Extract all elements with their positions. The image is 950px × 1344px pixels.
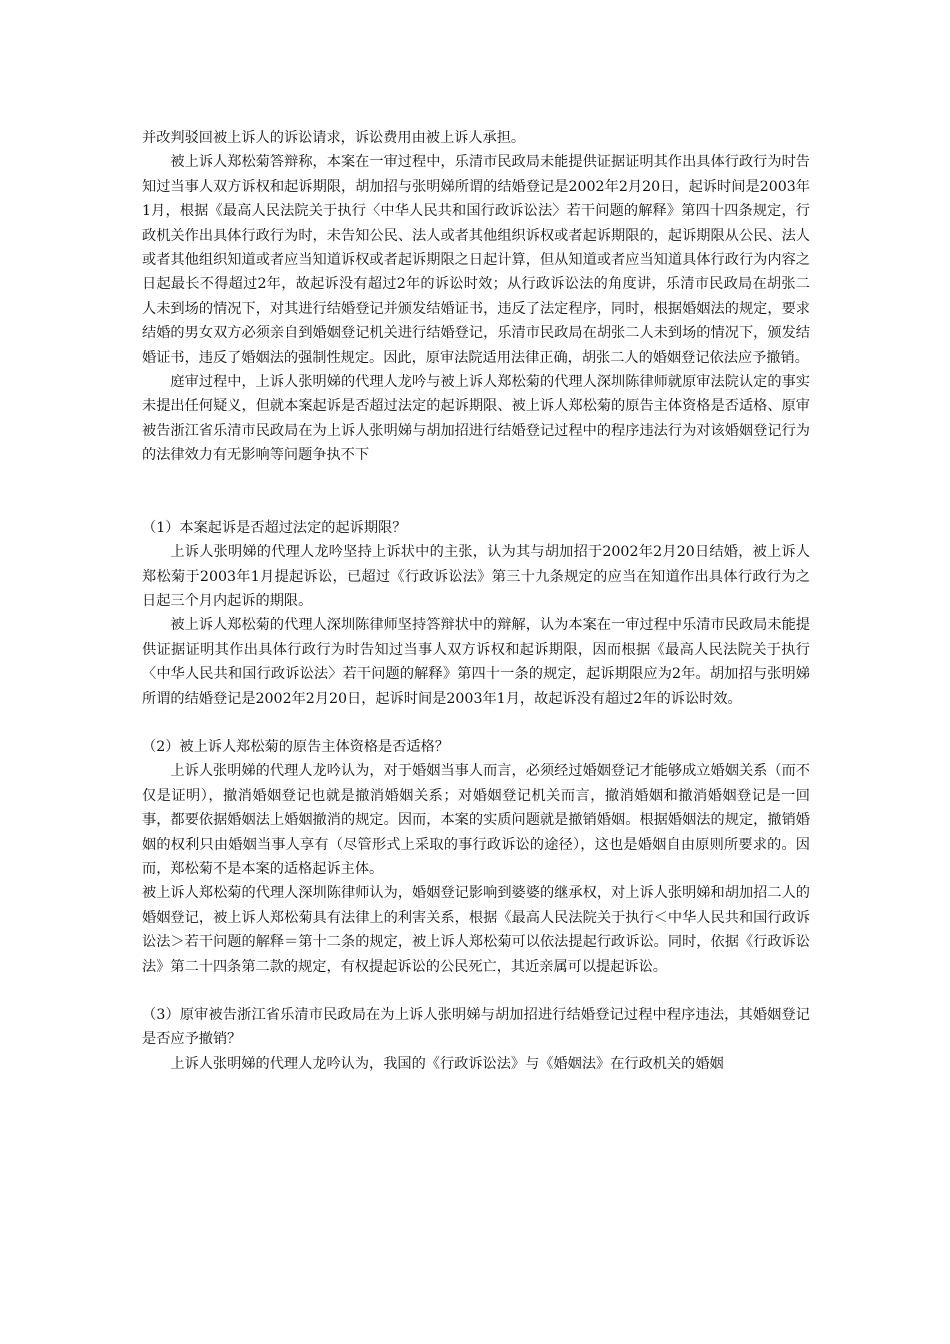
document-page [142, 126, 810, 1076]
paragraph-continuation: 并改判驳回被上诉人的诉讼请求，诉讼费用由被上诉人承担。 [142, 130, 526, 146]
issue-heading-3: （3）原审被告浙江省乐清市民政局在为上诉人张明娣与胡加招进行结婚登记过程中程序违法，其婚姻登记是否应予撤销？ [142, 1007, 810, 1048]
paragraph-issue1-appellee: 被上诉人郑松菊的代理人深圳陈律师坚持答辩状中的辩解，认为本案在一审过程中乐清市民政局未能提供证据证明其作出具体行政行为时告知过当事人双方诉权和起诉期限，因而根据《最高人民法院关于执行〈中华人民共和国行政诉讼法〉若干问题的解释》第四十一条的规定，起诉期限应为2年。胡加招与张明娣所谓的结婚登记是2002年2月20日，起诉时间是2003年1月，故起诉没有超过2年的诉讼时效。 [142, 617, 810, 707]
issue-heading-1: （1）本案起诉是否超过法定的起诉期限？ [142, 519, 407, 536]
section-spacer [142, 468, 810, 516]
paragraph-issue2-appellant: 上诉人张明娣的代理人龙吟认为，对于婚姻当事人而言，必须经过婚姻登记才能够成立婚姻关系（而不仅是证明），撤消婚姻登记也就是撤消婚姻关系；对婚姻登记机关而言，撤消婚姻和撤消婚姻登记是一回事，都要依据婚姻法上婚姻撤消的规定。因而，本案的实质问题就是撤销婚姻。根据婚姻法的规定，撤销婚姻的权利只由婚姻当事人享有（尽管形式上采取的事行政诉讼的途径），这也是婚姻自由原则所要求的。因而，郑松菊不是本案的适格起诉主体。 [142, 763, 810, 877]
section-spacer [142, 711, 810, 735]
section-spacer [142, 979, 810, 1003]
paragraph-issue1-appellant: 上诉人张明娣的代理人龙吟坚持上诉状中的主张，认为其与胡加招于2002年2月20日结婚，被上诉人郑松菊于2003年1月提起诉讼，已超过《行政诉讼法》第三十九条规定的应当在知道作出具体行政行为之日起三个月内起诉的期限。 [142, 544, 810, 609]
paragraph-issue3-appellant: 上诉人张明娣的代理人龙吟认为，我国的《行政诉讼法》与《婚姻法》在行政机关的婚姻 [170, 1055, 724, 1072]
paragraph-trial-dispute: 庭审过程中，上诉人张明娣的代理人龙吟与被上诉人郑松菊的代理人深圳陈律师就原审法院认定的事实未提出任何疑义，但就本案起诉是否超过法定的起诉期限、被上诉人郑松菊的原告主体资格是否适格、原审被告浙江省乐清市民政局在为上诉人张明娣与胡加招进行结婚登记过程中的程序违法行为对该婚姻登记行为的法律效力有无影响等问题争执不下 [142, 374, 810, 464]
issue-heading-2: （2）被上诉人郑松菊的原告主体资格是否适格？ [142, 738, 449, 755]
paragraph-appellee-defense: 被上诉人郑松菊答辩称，本案在一审过程中，乐清市民政局未能提供证据证明其作出具体行政行为时告知过当事人双方诉权和起诉期限，胡加招与张明娣所谓的结婚登记是2002年2月20日，起诉时间是2003年1月，根据《最高人民法院关于执行〈中华人民共和国行政诉讼法〉若干问题的解释》第四十四条规定，行政机关作出具体行政行为时，未告知公民、法人或者其他组织诉权或者起诉期限的，起诉期限从公民、法人或者其他组织知道或者应当知道诉权或者起诉期限之日起计算，但从知道或者应当知道具体行政行为内容之日起最长不得超过2年，故起诉没有超过2年的诉讼时效；从行政诉讼法的角度讲，乐清市民政局在胡张二人未到场的情况下，对其进行结婚登记并颁发结婚证书，违反了法定程序，同时，根据婚姻法的规定，要求结婚的男女双方必须亲自到婚姻登记机关进行结婚登记，乐清市民政局在胡张二人未到场的情况下，颁发结婚证书，违反了婚姻法的强制性规定。因此，原审法院适用法律正确，胡张二人的婚姻登记依法应予撤销。 [142, 154, 810, 366]
paragraph-issue2-appellee: 被上诉人郑松菊的代理人深圳陈律师认为，婚姻登记影响到婆婆的继承权，对上诉人张明娣和胡加招二人的婚姻登记，被上诉人郑松菊具有法律上的利害关系，根据《最高人民法院关于执行＜中华人民共和国行政诉讼法＞若干问题的解释＝第十二条的规定，被上诉人郑松菊可以依法提起行政诉讼。同时，依据《行政诉讼法》第二十四条第二款的规定，有权提起诉讼的公民死亡，其近亲属可以提起诉讼。 [142, 885, 810, 975]
